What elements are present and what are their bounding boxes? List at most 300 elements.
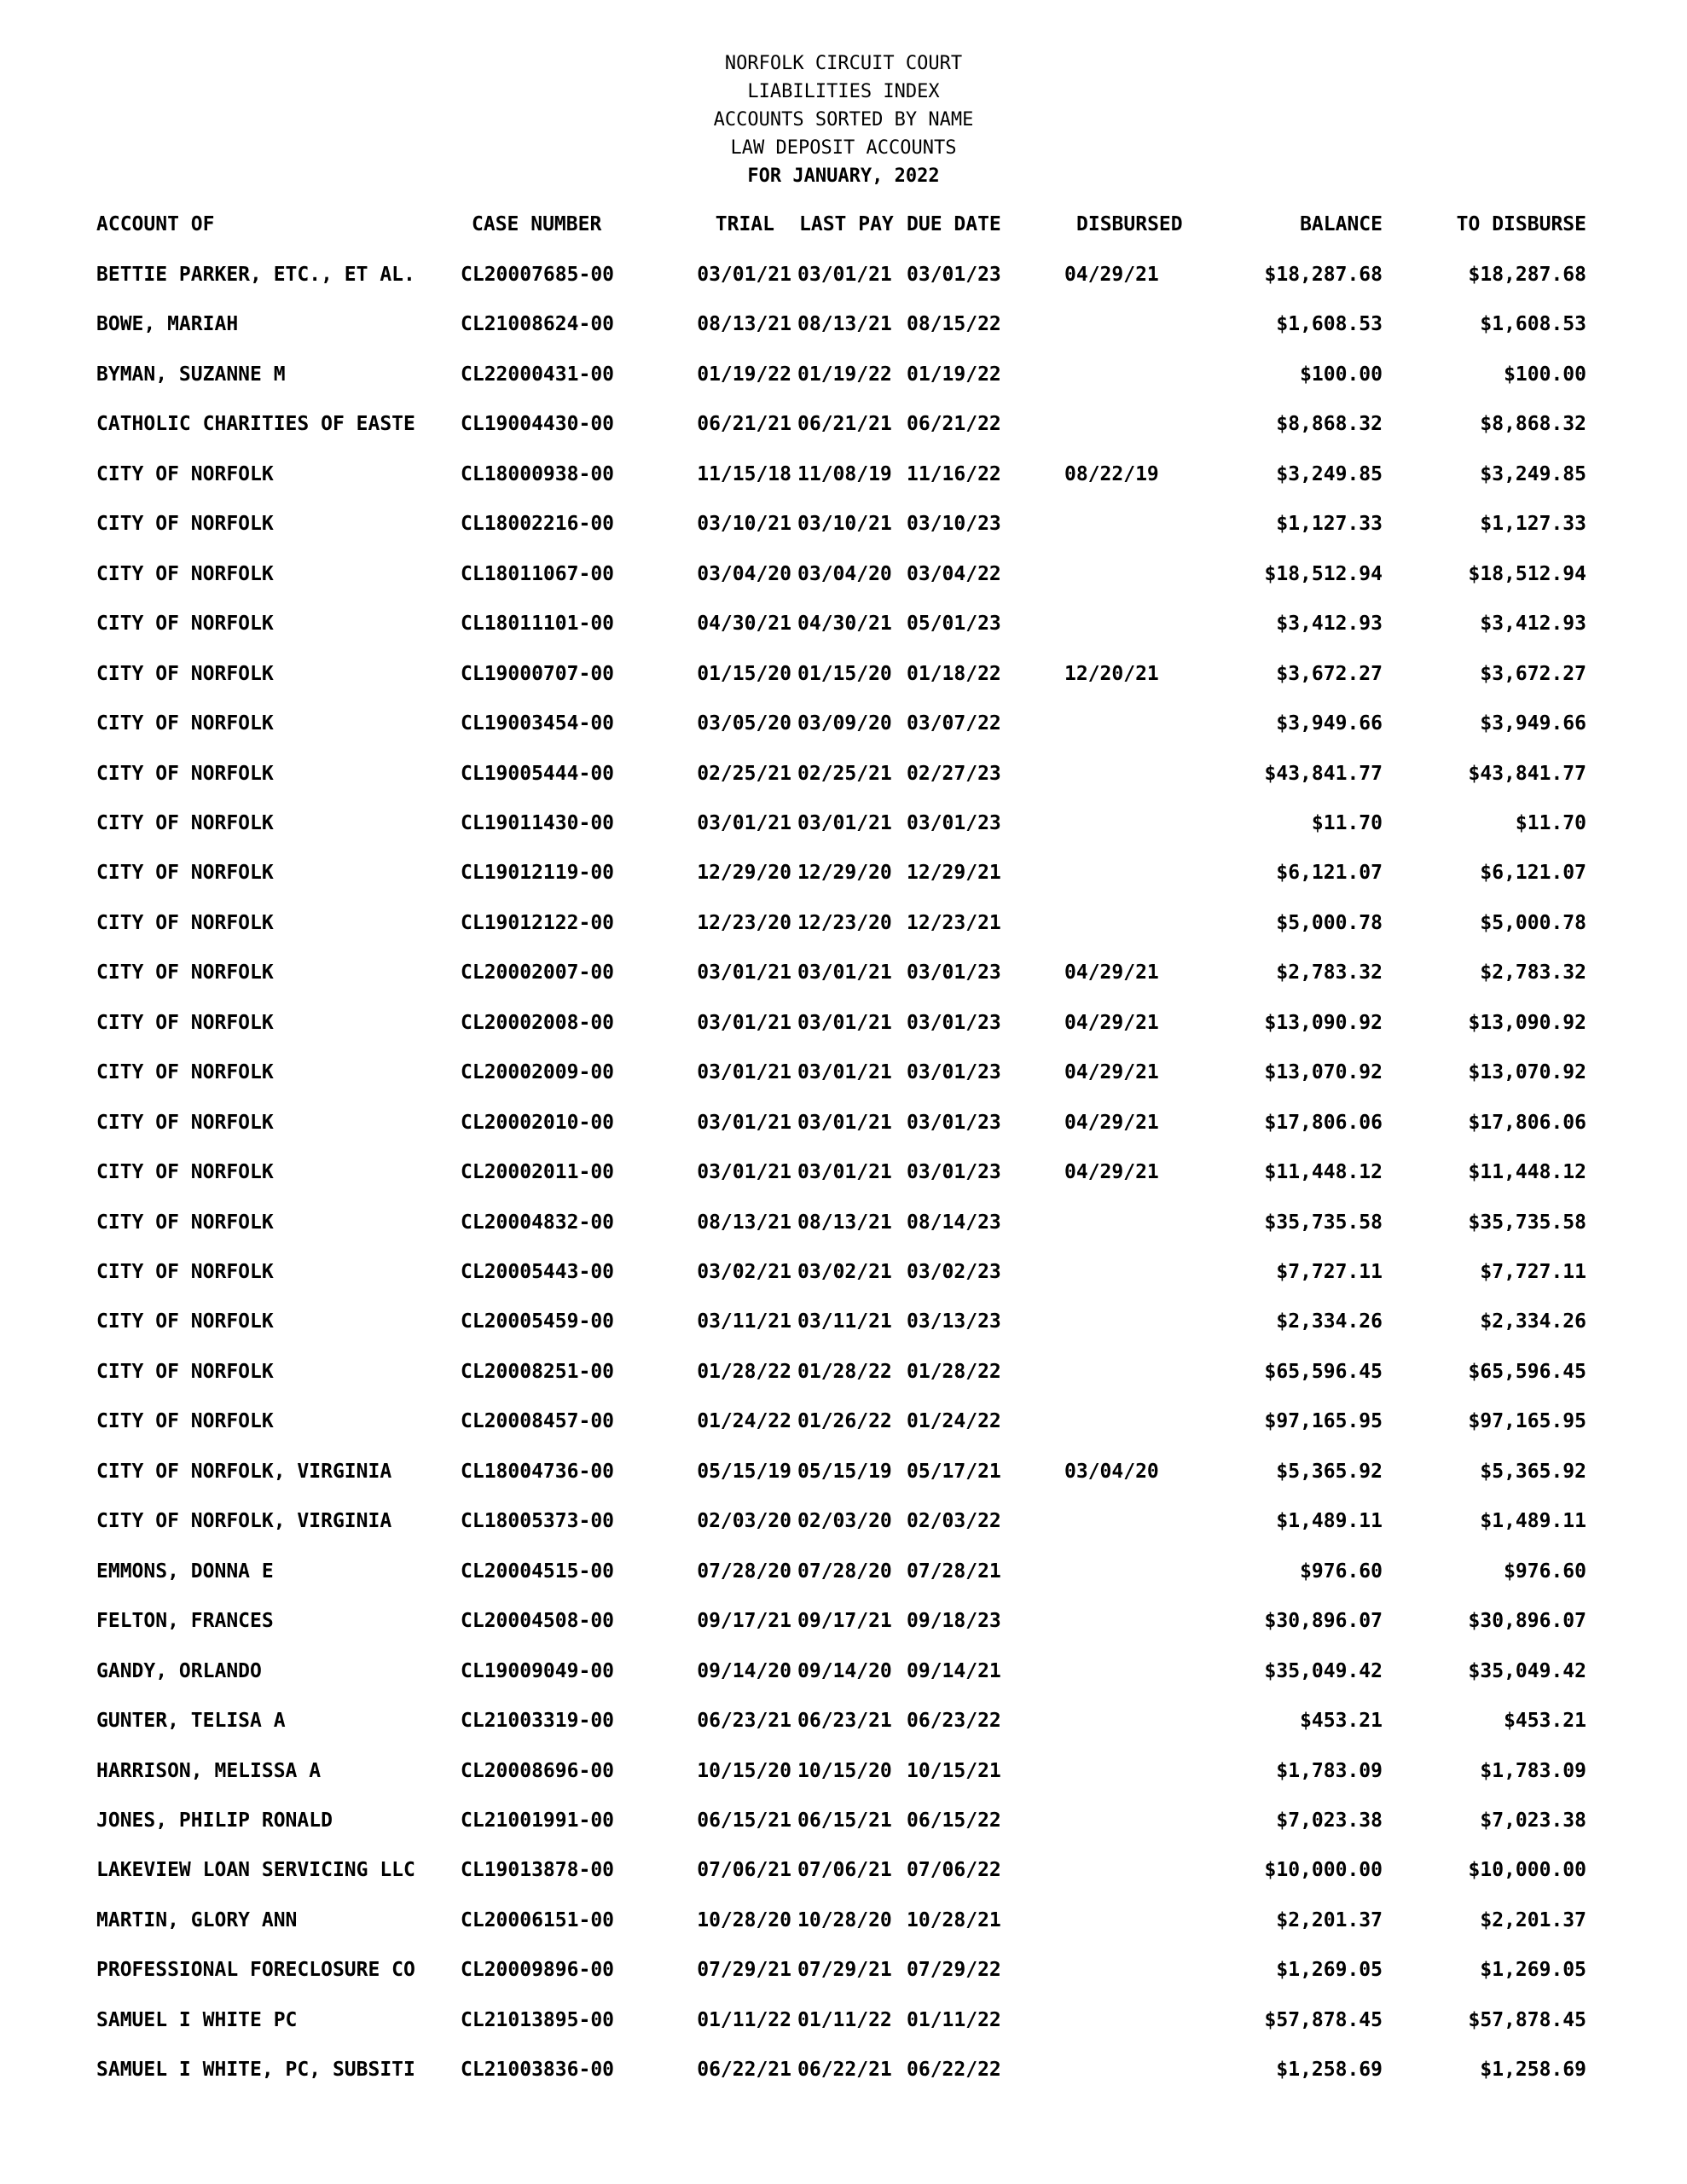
balance-cell: $453.21 — [1300, 1710, 1383, 1732]
to-disburse-cell: $976.60 — [1504, 1560, 1586, 1583]
case-number-cell: CL20005443-00 — [461, 1261, 615, 1283]
due-date-cell: 03/01/23 — [907, 1012, 1001, 1034]
account-of-cell: CATHOLIC CHARITIES OF EASTE — [96, 413, 415, 435]
balance-cell: $1,258.69 — [1276, 2059, 1383, 2081]
balance-cell: $13,090.92 — [1264, 1012, 1383, 1034]
table-row — [0, 757, 1687, 791]
balance-cell: $30,896.07 — [1264, 1610, 1383, 1632]
due-date-cell: 03/01/23 — [907, 961, 1001, 984]
last-pay-cell: 08/13/21 — [797, 313, 892, 335]
due-date-cell: 03/10/23 — [907, 513, 1001, 535]
trial-date-cell: 06/23/21 — [697, 1710, 791, 1732]
trial-date-cell: 12/23/20 — [697, 912, 791, 934]
case-number-cell: CL19011430-00 — [461, 812, 615, 834]
last-pay-cell: 01/26/22 — [797, 1410, 892, 1432]
account-of-cell: CITY OF NORFOLK — [96, 862, 274, 884]
trial-date-cell: 08/13/21 — [697, 1211, 791, 1234]
table-row — [0, 1304, 1687, 1339]
table-row — [0, 1155, 1687, 1189]
to-disburse-cell: $2,783.32 — [1480, 961, 1586, 984]
case-number-cell: CL22000431-00 — [461, 363, 615, 386]
to-disburse-cell: $6,121.07 — [1480, 862, 1586, 884]
case-number-cell: CL18004736-00 — [461, 1461, 615, 1483]
balance-cell: $1,783.09 — [1276, 1760, 1383, 1782]
to-disburse-cell: $2,201.37 — [1480, 1909, 1586, 1931]
case-number-cell: CL21003836-00 — [461, 2059, 615, 2081]
to-disburse-cell: $5,365.92 — [1480, 1461, 1586, 1483]
to-disburse-cell: $18,512.94 — [1468, 563, 1586, 585]
trial-date-cell: 03/01/21 — [697, 1112, 791, 1134]
sort-description: ACCOUNTS SORTED BY NAME — [713, 109, 974, 131]
last-pay-cell: 03/04/20 — [797, 563, 892, 585]
trial-date-cell: 03/01/21 — [697, 264, 791, 286]
case-number-cell: CL20007685-00 — [461, 264, 615, 286]
disbursed-date-cell: 04/29/21 — [1064, 1112, 1159, 1134]
to-disburse-cell: $13,090.92 — [1468, 1012, 1586, 1034]
to-disburse-cell: $1,258.69 — [1480, 2059, 1586, 2081]
balance-cell: $8,868.32 — [1276, 413, 1383, 435]
account-of-cell: CITY OF NORFOLK — [96, 513, 274, 535]
balance-cell: $100.00 — [1300, 363, 1383, 386]
due-date-cell: 02/03/22 — [907, 1510, 1001, 1532]
table-row — [0, 1953, 1687, 1987]
trial-date-cell: 01/24/22 — [697, 1410, 791, 1432]
balance-cell: $1,269.05 — [1276, 1959, 1383, 1981]
balance-cell: $2,334.26 — [1276, 1310, 1383, 1333]
disbursed-date-cell: 08/22/19 — [1064, 463, 1159, 485]
trial-date-cell: 10/15/20 — [697, 1760, 791, 1782]
last-pay-cell: 01/28/22 — [797, 1361, 892, 1383]
to-disburse-cell: $10,000.00 — [1468, 1859, 1586, 1881]
account-type: LAW DEPOSIT ACCOUNTS — [730, 137, 957, 159]
table-row — [0, 906, 1687, 940]
to-disburse-cell: $30,896.07 — [1468, 1610, 1586, 1632]
table-row — [0, 457, 1687, 491]
case-number-cell: CL20004515-00 — [461, 1560, 615, 1583]
account-of-cell: EMMONS, DONNA E — [96, 1560, 274, 1583]
to-disburse-cell: $3,949.66 — [1480, 712, 1586, 735]
table-row — [0, 1404, 1687, 1438]
last-pay-cell: 03/10/21 — [797, 513, 892, 535]
table-row — [0, 557, 1687, 591]
to-disburse-cell: $3,672.27 — [1480, 663, 1586, 685]
account-of-cell: LAKEVIEW LOAN SERVICING LLC — [96, 1859, 415, 1881]
last-pay-cell: 03/01/21 — [797, 1061, 892, 1083]
account-of-cell: MARTIN, GLORY ANN — [96, 1909, 298, 1931]
trial-date-cell: 01/28/22 — [697, 1361, 791, 1383]
disbursed-date-cell: 04/29/21 — [1064, 1061, 1159, 1083]
account-of-cell: SAMUEL I WHITE PC — [96, 2009, 298, 2031]
last-pay-cell: 07/29/21 — [797, 1959, 892, 1981]
to-disburse-cell: $1,269.05 — [1480, 1959, 1586, 1981]
to-disburse-cell: $1,489.11 — [1480, 1510, 1586, 1532]
case-number-cell: CL18011067-00 — [461, 563, 615, 585]
trial-date-cell: 03/04/20 — [697, 563, 791, 585]
balance-cell: $43,841.77 — [1264, 763, 1383, 785]
due-date-cell: 03/01/23 — [907, 1112, 1001, 1134]
balance-cell: $13,070.92 — [1264, 1061, 1383, 1083]
trial-date-cell: 04/30/21 — [697, 613, 791, 635]
table-row — [0, 1853, 1687, 1887]
last-pay-cell: 07/28/20 — [797, 1560, 892, 1583]
account-of-cell: BYMAN, SUZANNE M — [96, 363, 286, 386]
to-disburse-cell: $11,448.12 — [1468, 1161, 1586, 1183]
last-pay-cell: 03/02/21 — [797, 1261, 892, 1283]
case-number-cell: CL20005459-00 — [461, 1310, 615, 1333]
trial-date-cell: 01/19/22 — [697, 363, 791, 386]
last-pay-cell: 01/19/22 — [797, 363, 892, 386]
balance-cell: $7,727.11 — [1276, 1261, 1383, 1283]
due-date-cell: 10/15/21 — [907, 1760, 1001, 1782]
table-row — [0, 1754, 1687, 1788]
balance-cell: $18,287.68 — [1264, 264, 1383, 286]
due-date-cell: 05/17/21 — [907, 1461, 1001, 1483]
due-date-cell: 12/23/21 — [907, 912, 1001, 934]
case-number-cell: CL18000938-00 — [461, 463, 615, 485]
trial-date-cell: 09/17/21 — [697, 1610, 791, 1632]
to-disburse-cell: $18,287.68 — [1468, 264, 1586, 286]
trial-date-cell: 06/15/21 — [697, 1809, 791, 1832]
account-of-cell: CITY OF NORFOLK — [96, 1361, 274, 1383]
table-row — [0, 258, 1687, 292]
case-number-cell: CL21001991-00 — [461, 1809, 615, 1832]
due-date-cell: 01/11/22 — [907, 2009, 1001, 2031]
account-of-cell: CITY OF NORFOLK, VIRGINIA — [96, 1510, 392, 1532]
last-pay-cell: 08/13/21 — [797, 1211, 892, 1234]
case-number-cell: CL18011101-00 — [461, 613, 615, 635]
table-row — [0, 1903, 1687, 1937]
account-of-cell: CITY OF NORFOLK — [96, 1012, 274, 1034]
disbursed-date-cell: 04/29/21 — [1064, 1012, 1159, 1034]
to-disburse-cell: $11.70 — [1515, 812, 1586, 834]
account-of-cell: FELTON, FRANCES — [96, 1610, 274, 1632]
trial-date-cell: 03/02/21 — [697, 1261, 791, 1283]
report-header — [0, 49, 1687, 190]
case-number-cell: CL20002009-00 — [461, 1061, 615, 1083]
balance-cell: $11,448.12 — [1264, 1161, 1383, 1183]
last-pay-cell: 03/01/21 — [797, 1161, 892, 1183]
case-number-cell: CL19009049-00 — [461, 1660, 615, 1682]
due-date-cell: 03/13/23 — [907, 1310, 1001, 1333]
account-of-cell: CITY OF NORFOLK — [96, 712, 274, 735]
account-of-cell: CITY OF NORFOLK — [96, 1061, 274, 1083]
last-pay-cell: 06/15/21 — [797, 1809, 892, 1832]
trial-date-cell: 07/06/21 — [697, 1859, 791, 1881]
case-number-cell: CL20008251-00 — [461, 1361, 615, 1383]
due-date-cell: 03/07/22 — [907, 712, 1001, 735]
header-trial: TRIAL — [715, 213, 774, 235]
trial-date-cell: 07/28/20 — [697, 1560, 791, 1583]
table-row — [0, 657, 1687, 691]
trial-date-cell: 02/25/21 — [697, 763, 791, 785]
case-number-cell: CL21003319-00 — [461, 1710, 615, 1732]
balance-cell: $97,165.95 — [1264, 1410, 1383, 1432]
case-number-cell: CL20002008-00 — [461, 1012, 615, 1034]
table-row — [0, 1604, 1687, 1638]
due-date-cell: 06/15/22 — [907, 1809, 1001, 1832]
trial-date-cell: 07/29/21 — [697, 1959, 791, 1981]
account-of-cell: CITY OF NORFOLK — [96, 961, 274, 984]
case-number-cell: CL19005444-00 — [461, 763, 615, 785]
column-headers — [0, 207, 1687, 241]
table-row — [0, 1106, 1687, 1140]
due-date-cell: 01/24/22 — [907, 1410, 1001, 1432]
account-of-cell: CITY OF NORFOLK — [96, 1261, 274, 1283]
to-disburse-cell: $97,165.95 — [1468, 1410, 1586, 1432]
court-name: NORFOLK CIRCUIT COURT — [724, 53, 963, 74]
to-disburse-cell: $8,868.32 — [1480, 413, 1586, 435]
header-last-pay: LAST PAY — [799, 213, 894, 235]
trial-date-cell: 03/01/21 — [697, 1012, 791, 1034]
due-date-cell: 12/29/21 — [907, 862, 1001, 884]
disbursed-date-cell: 03/04/20 — [1064, 1461, 1159, 1483]
to-disburse-cell: $3,249.85 — [1480, 463, 1586, 485]
due-date-cell: 03/01/23 — [907, 264, 1001, 286]
to-disburse-cell: $3,412.93 — [1480, 613, 1586, 635]
trial-date-cell: 11/15/18 — [697, 463, 791, 485]
balance-cell: $35,735.58 — [1264, 1211, 1383, 1234]
due-date-cell: 07/28/21 — [907, 1560, 1001, 1583]
account-of-cell: CITY OF NORFOLK — [96, 1161, 274, 1183]
due-date-cell: 03/01/23 — [907, 1061, 1001, 1083]
due-date-cell: 01/28/22 — [907, 1361, 1001, 1383]
trial-date-cell: 09/14/20 — [697, 1660, 791, 1682]
account-of-cell: HARRISON, MELISSA A — [96, 1760, 322, 1782]
due-date-cell: 02/27/23 — [907, 763, 1001, 785]
due-date-cell: 07/29/22 — [907, 1959, 1001, 1981]
due-date-cell: 05/01/23 — [907, 613, 1001, 635]
to-disburse-cell: $1,783.09 — [1480, 1760, 1586, 1782]
case-number-cell: CL19012122-00 — [461, 912, 615, 934]
account-of-cell: CITY OF NORFOLK — [96, 1410, 274, 1432]
balance-cell: $65,596.45 — [1264, 1361, 1383, 1383]
last-pay-cell: 06/23/21 — [797, 1710, 892, 1732]
balance-cell: $17,806.06 — [1264, 1112, 1383, 1134]
table-row — [0, 357, 1687, 392]
to-disburse-cell: $35,735.58 — [1468, 1211, 1586, 1234]
due-date-cell: 08/15/22 — [907, 313, 1001, 335]
account-of-cell: BETTIE PARKER, ETC., ET AL. — [96, 264, 415, 286]
table-row — [0, 706, 1687, 741]
due-date-cell: 01/18/22 — [907, 663, 1001, 685]
table-row — [0, 1455, 1687, 1489]
trial-date-cell: 06/21/21 — [697, 413, 791, 435]
case-number-cell: CL20004832-00 — [461, 1211, 615, 1234]
to-disburse-cell: $453.21 — [1504, 1710, 1586, 1732]
case-number-cell: CL19013878-00 — [461, 1859, 615, 1881]
account-of-cell: CITY OF NORFOLK — [96, 463, 274, 485]
account-of-cell: GUNTER, TELISA A — [96, 1710, 286, 1732]
table-row — [0, 1355, 1687, 1389]
header-case-number: CASE NUMBER — [472, 213, 602, 235]
table-row — [0, 2003, 1687, 2037]
table-row — [0, 507, 1687, 541]
table-row — [0, 1006, 1687, 1040]
due-date-cell: 10/28/21 — [907, 1909, 1001, 1931]
account-of-cell: CITY OF NORFOLK — [96, 563, 274, 585]
table-row — [0, 856, 1687, 890]
last-pay-cell: 02/25/21 — [797, 763, 892, 785]
balance-cell: $3,949.66 — [1276, 712, 1383, 735]
case-number-cell: CL18002216-00 — [461, 513, 615, 535]
case-number-cell: CL20006151-00 — [461, 1909, 615, 1931]
last-pay-cell: 02/03/20 — [797, 1510, 892, 1532]
due-date-cell: 09/18/23 — [907, 1610, 1001, 1632]
trial-date-cell: 01/11/22 — [697, 2009, 791, 2031]
due-date-cell: 01/19/22 — [907, 363, 1001, 386]
table-row — [0, 407, 1687, 441]
account-of-cell: JONES, PHILIP RONALD — [96, 1809, 333, 1832]
to-disburse-cell: $13,070.92 — [1468, 1061, 1586, 1083]
case-number-cell: CL19012119-00 — [461, 862, 615, 884]
case-number-cell: CL21008624-00 — [461, 313, 615, 335]
balance-cell: $11.70 — [1311, 812, 1383, 834]
trial-date-cell: 03/05/20 — [697, 712, 791, 735]
table-row — [0, 607, 1687, 641]
account-of-cell: CITY OF NORFOLK — [96, 912, 274, 934]
last-pay-cell: 03/01/21 — [797, 1012, 892, 1034]
trial-date-cell: 10/28/20 — [697, 1909, 791, 1931]
last-pay-cell: 03/01/21 — [797, 961, 892, 984]
last-pay-cell: 06/21/21 — [797, 413, 892, 435]
last-pay-cell: 10/28/20 — [797, 1909, 892, 1931]
table-row — [0, 1504, 1687, 1538]
case-number-cell: CL19000707-00 — [461, 663, 615, 685]
to-disburse-cell: $5,000.78 — [1480, 912, 1586, 934]
due-date-cell: 03/01/23 — [907, 812, 1001, 834]
case-number-cell: CL20008457-00 — [461, 1410, 615, 1432]
case-number-cell: CL19003454-00 — [461, 712, 615, 735]
due-date-cell: 06/22/22 — [907, 2059, 1001, 2081]
to-disburse-cell: $100.00 — [1504, 363, 1586, 386]
balance-cell: $7,023.38 — [1276, 1809, 1383, 1832]
trial-date-cell: 03/01/21 — [697, 1061, 791, 1083]
trial-date-cell: 08/13/21 — [697, 313, 791, 335]
last-pay-cell: 09/17/21 — [797, 1610, 892, 1632]
last-pay-cell: 03/01/21 — [797, 812, 892, 834]
table-row — [0, 1255, 1687, 1289]
case-number-cell: CL19004430-00 — [461, 413, 615, 435]
last-pay-cell: 04/30/21 — [797, 613, 892, 635]
balance-cell: $1,608.53 — [1276, 313, 1383, 335]
due-date-cell: 03/04/22 — [907, 563, 1001, 585]
account-of-cell: CITY OF NORFOLK — [96, 613, 274, 635]
balance-cell: $1,127.33 — [1276, 513, 1383, 535]
case-number-cell: CL20002011-00 — [461, 1161, 615, 1183]
to-disburse-cell: $43,841.77 — [1468, 763, 1586, 785]
last-pay-cell: 05/15/19 — [797, 1461, 892, 1483]
case-number-cell: CL20002007-00 — [461, 961, 615, 984]
account-of-cell: PROFESSIONAL FORECLOSURE CO — [96, 1959, 415, 1981]
trial-date-cell: 12/29/20 — [697, 862, 791, 884]
last-pay-cell: 06/22/21 — [797, 2059, 892, 2081]
account-of-cell: CITY OF NORFOLK — [96, 663, 274, 685]
due-date-cell: 11/16/22 — [907, 463, 1001, 485]
balance-cell: $976.60 — [1300, 1560, 1383, 1583]
trial-date-cell: 05/15/19 — [697, 1461, 791, 1483]
to-disburse-cell: $17,806.06 — [1468, 1112, 1586, 1134]
case-number-cell: CL20002010-00 — [461, 1112, 615, 1134]
balance-cell: $1,489.11 — [1276, 1510, 1383, 1532]
table-row — [0, 2053, 1687, 2087]
table-row — [0, 1804, 1687, 1838]
disbursed-date-cell: 04/29/21 — [1064, 264, 1159, 286]
last-pay-cell: 12/29/20 — [797, 862, 892, 884]
last-pay-cell: 03/01/21 — [797, 264, 892, 286]
last-pay-cell: 07/06/21 — [797, 1859, 892, 1881]
index-title: LIABILITIES INDEX — [747, 81, 940, 102]
trial-date-cell: 02/03/20 — [697, 1510, 791, 1532]
header-disbursed: DISBURSED — [1076, 213, 1183, 235]
balance-cell: $3,672.27 — [1276, 663, 1383, 685]
due-date-cell: 06/23/22 — [907, 1710, 1001, 1732]
last-pay-cell: 03/11/21 — [797, 1310, 892, 1333]
balance-cell: $35,049.42 — [1264, 1660, 1383, 1682]
header-due-date: DUE DATE — [907, 213, 1001, 235]
trial-date-cell: 03/10/21 — [697, 513, 791, 535]
balance-cell: $6,121.07 — [1276, 862, 1383, 884]
header-account-of: ACCOUNT OF — [96, 213, 215, 235]
trial-date-cell: 01/15/20 — [697, 663, 791, 685]
case-number-cell: CL20004508-00 — [461, 1610, 615, 1632]
disbursed-date-cell: 04/29/21 — [1064, 1161, 1159, 1183]
trial-date-cell: 03/01/21 — [697, 1161, 791, 1183]
account-of-cell: SAMUEL I WHITE, PC, SUBSITI — [96, 2059, 415, 2081]
to-disburse-cell: $7,023.38 — [1480, 1809, 1586, 1832]
table-row — [0, 1205, 1687, 1240]
due-date-cell: 09/14/21 — [907, 1660, 1001, 1682]
table-row — [0, 1654, 1687, 1688]
table-row — [0, 1554, 1687, 1589]
to-disburse-cell: $65,596.45 — [1468, 1361, 1586, 1383]
account-of-cell: CITY OF NORFOLK, VIRGINIA — [96, 1461, 392, 1483]
balance-cell: $3,412.93 — [1276, 613, 1383, 635]
balance-cell: $5,000.78 — [1276, 912, 1383, 934]
last-pay-cell: 01/15/20 — [797, 663, 892, 685]
account-of-cell: BOWE, MARIAH — [96, 313, 239, 335]
trial-date-cell: 03/11/21 — [697, 1310, 791, 1333]
due-date-cell: 07/06/22 — [907, 1859, 1001, 1881]
case-number-cell: CL18005373-00 — [461, 1510, 615, 1532]
table-row — [0, 956, 1687, 990]
trial-date-cell: 03/01/21 — [697, 961, 791, 984]
account-of-cell: CITY OF NORFOLK — [96, 763, 274, 785]
account-of-cell: CITY OF NORFOLK — [96, 812, 274, 834]
account-of-cell: CITY OF NORFOLK — [96, 1211, 274, 1234]
balance-cell: $57,878.45 — [1264, 2009, 1383, 2031]
trial-date-cell: 03/01/21 — [697, 812, 791, 834]
table-row — [0, 1704, 1687, 1738]
case-number-cell: CL20009896-00 — [461, 1959, 615, 1981]
to-disburse-cell: $1,608.53 — [1480, 313, 1586, 335]
to-disburse-cell: $35,049.42 — [1468, 1660, 1586, 1682]
balance-cell: $5,365.92 — [1276, 1461, 1383, 1483]
to-disburse-cell: $57,878.45 — [1468, 2009, 1586, 2031]
to-disburse-cell: $2,334.26 — [1480, 1310, 1586, 1333]
last-pay-cell: 01/11/22 — [797, 2009, 892, 2031]
report-period: FOR JANUARY, 2022 — [747, 166, 940, 187]
table-row — [0, 1055, 1687, 1089]
last-pay-cell: 12/23/20 — [797, 912, 892, 934]
balance-cell: $3,249.85 — [1276, 463, 1383, 485]
account-of-cell: CITY OF NORFOLK — [96, 1310, 274, 1333]
disbursed-date-cell: 12/20/21 — [1064, 663, 1159, 685]
to-disburse-cell: $7,727.11 — [1480, 1261, 1586, 1283]
trial-date-cell: 06/22/21 — [697, 2059, 791, 2081]
header-balance: BALANCE — [1300, 213, 1383, 235]
balance-cell: $10,000.00 — [1264, 1859, 1383, 1881]
table-row — [0, 307, 1687, 341]
